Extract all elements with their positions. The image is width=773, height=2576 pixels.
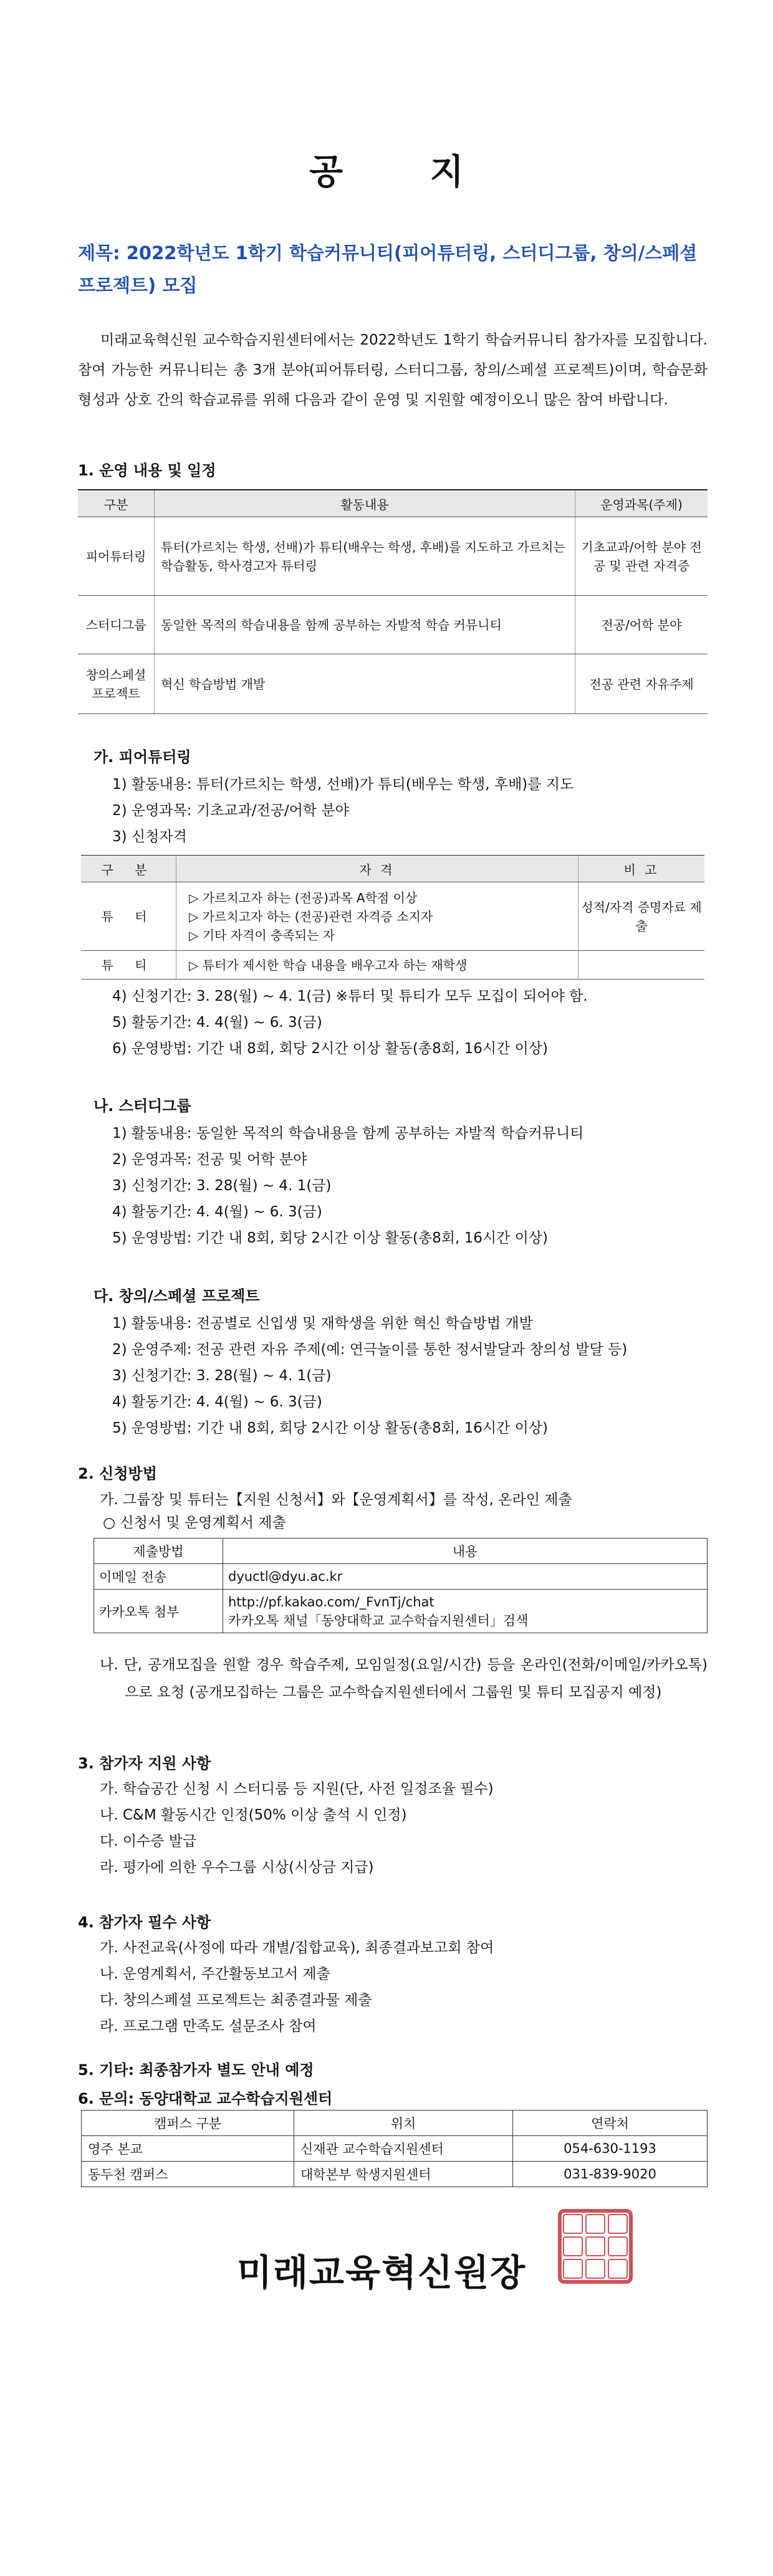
list-item: 가. 학습공간 신청 시 스터디룸 등 지원(단, 사전 일정조율 필수) — [100, 1781, 494, 1797]
table-cell: 혁신 학습방법 개발 — [155, 654, 575, 714]
table-cell: 튜터(가르치는 학생, 선배)가 튜티(배우는 학생, 후배)를 지도하고 가르치는 학습활동, 학사경고자 튜터링 — [155, 517, 575, 596]
table-cell — [176, 882, 579, 951]
table-header: 제출방법 — [94, 1538, 223, 1564]
qualification-line: ▷ 가르치고자 하는 (전공)관련 자격증 소지자 — [189, 909, 433, 924]
list-item: 라. 평가에 의한 우수그룹 시상(시상금 지급) — [100, 1859, 374, 1876]
list-item: 나. 운영계획서, 주간활동보고서 제출 — [100, 1966, 330, 1982]
table-header-row — [94, 1538, 708, 1564]
qualification-line: ▷ 기타 자격이 충족되는 자 — [189, 927, 335, 943]
table-header: 자 격 — [176, 856, 579, 882]
list-item: 6) 운영방법: 기간 내 8회, 회당 2시간 이상 활동(총8회, 16시간 이상) — [112, 1041, 548, 1057]
table-cell — [223, 1590, 708, 1633]
list-item: 나. C&M 활동시간 인정(50% 이상 출석 시 인정) — [100, 1807, 407, 1823]
list-item: 1) 활동내용: 전공별로 신입생 및 재학생을 위한 혁신 학습방법 개발 — [112, 1315, 533, 1332]
table-cell: 피어튜터링 — [78, 517, 155, 596]
table-header: 운영과목(주제) — [575, 490, 708, 517]
table-header-row — [81, 856, 704, 882]
table-cell: 카카오톡 첨부 — [94, 1590, 223, 1633]
list-item: 5) 운영방법: 기간 내 8회, 회당 2시간 이상 활동(총8회, 16시간 이상) — [112, 1230, 548, 1246]
email-link[interactable]: dyuctl@dyu.ac.kr — [223, 1564, 708, 1590]
phone-number: 031-839-9020 — [513, 2162, 708, 2187]
list-item: 2) 운영과목: 기초교과/전공/어학 분야 — [112, 803, 349, 819]
table-header: 연락처 — [513, 2111, 708, 2136]
application-note: 나. 단, 공개모집을 원할 경우 학습주제, 모임일정(요일/시간) 등을 온라인(전화/이메일/카카오톡)으로 요청 (공개모집하는 그룹은 교수학습지원센터에서 그룹원 및 튜티 모집공지 예정) — [100, 1657, 708, 1701]
table-cell: 전공 관련 자유주제 — [575, 654, 708, 714]
list-item: 가. 그룹장 및 튜터는【지원 신청서】와【운영계획서】를 작성, 온라인 제출 — [100, 1492, 572, 1508]
table-row — [94, 1564, 708, 1590]
notice-subject: 제목: 2022학년도 1학기 학습커뮤니티(피어튜터링, 스터디그룹, 창의/스페셜 프로젝트) 모집 — [78, 242, 698, 296]
list-item: 5) 운영방법: 기간 내 8회, 회당 2시간 이상 활동(총8회, 16시간 이상) — [112, 1420, 548, 1436]
section-heading: 3. 참가자 지원 사항 — [78, 1755, 211, 1772]
table-cell — [579, 951, 705, 980]
qualification-line: ▷ 가르치고자 하는 (전공)과목 A학점 이상 — [189, 890, 418, 905]
phone-number: 054-630-1193 — [513, 2136, 708, 2162]
operation-table — [78, 489, 708, 714]
table-header: 비 고 — [579, 856, 705, 882]
table-row — [81, 882, 704, 951]
table-row — [78, 596, 708, 654]
section-heading: 2. 신청방법 — [78, 1465, 157, 1482]
table-header: 활동내용 — [155, 490, 575, 517]
intro-paragraph: 미래교육혁신원 교수학습지원센터에서는 2022학년도 1학기 학습커뮤니티 참가자를 모집합니다. 참여 가능한 커뮤니티는 총 3개 분야(피어튜터링, 스터디그룹, 창의/스페셜 프로젝트)이며, 학습문화 형성과 상호 간의 학습교류를 위해 다음과 같이 운영 및 지원할 예정이오니 많은 참여 바랍니다. — [78, 332, 708, 408]
table-cell: 전공/어학 분야 — [575, 596, 708, 654]
list-item: ○ 신청서 및 운영계획서 제출 — [103, 1515, 286, 1531]
table-cell: 영주 본교 — [82, 2136, 294, 2162]
table-cell: 성적/자격 증명자료 제출 — [579, 882, 705, 951]
subsection-heading: 가. 피어튜터링 — [94, 748, 191, 766]
subsection-heading: 다. 창의/스페셜 프로젝트 — [94, 1287, 260, 1305]
table-row — [78, 654, 708, 714]
section-heading: 5. 기타: 최종참가자 별도 안내 예정 — [78, 2061, 314, 2079]
section-heading: 1. 운영 내용 및 일정 — [78, 462, 216, 479]
subsection-heading: 나. 스터디그룹 — [94, 1097, 191, 1115]
page-title: 공 지 — [309, 152, 501, 193]
table-row — [82, 2162, 708, 2187]
table-row — [94, 1590, 708, 1633]
kakao-link[interactable]: http://pf.kakao.com/_FvnTj/chat — [228, 1594, 435, 1610]
table-header: 캠퍼스 구분 — [82, 2111, 294, 2136]
table-cell: 동일한 목적의 학습내용을 함께 공부하는 자발적 학습 커뮤니티 — [155, 596, 575, 654]
contact-table — [81, 2110, 708, 2187]
signature: 미래교육혁신원장 — [237, 2251, 527, 2294]
list-item: 3) 신청자격 — [112, 829, 187, 845]
table-cell: 튜 티 — [81, 951, 176, 980]
qualification-table — [81, 855, 704, 980]
table-header: 내용 — [223, 1538, 708, 1564]
table-cell: 동두천 캠퍼스 — [82, 2162, 294, 2187]
list-item: 3) 신청기간: 3. 28(월) ~ 4. 1(금) — [112, 1178, 332, 1194]
table-cell: 튜 터 — [81, 882, 176, 951]
table-cell: 기초교과/어학 분야 전공 및 관련 자격증 — [575, 517, 708, 596]
table-cell: 대학본부 학생지원센터 — [294, 2162, 513, 2187]
list-item: 3) 신청기간: 3. 28(월) ~ 4. 1(금) — [112, 1368, 332, 1384]
table-cell: 신재관 교수학습지원센터 — [294, 2136, 513, 2162]
section-heading: 4. 참가자 필수 사항 — [78, 1914, 211, 1931]
table-cell: ▷ 튜터가 제시한 학습 내용을 배우고자 하는 재학생 — [176, 951, 579, 980]
table-header: 위치 — [294, 2111, 513, 2136]
table-header: 구분 — [78, 490, 155, 517]
section-heading: 6. 문의: 동양대학교 교수학습지원센터 — [78, 2090, 333, 2107]
table-cell: 창의스페셜 프로젝트 — [78, 654, 155, 714]
list-item: 라. 프로그램 만족도 설문조사 참여 — [100, 2018, 317, 2035]
list-item: 5) 활동기간: 4. 4(월) ~ 6. 3(금) — [112, 1014, 322, 1031]
list-item: 4) 신청기간: 3. 28(월) ~ 4. 1(금) ※튜터 및 튜티가 모두 모집이 되어야 함. — [112, 988, 588, 1004]
table-header-row — [78, 490, 708, 517]
official-seal-icon — [558, 2209, 633, 2284]
list-item: 2) 운영주제: 전공 관련 자유 주제(예: 연극놀이를 통한 정서발달과 창의성 발달 등) — [112, 1342, 628, 1358]
table-row — [82, 2136, 708, 2162]
list-item: 1) 활동내용: 동일한 목적의 학습내용을 함께 공부하는 자발적 학습커뮤니티 — [112, 1125, 584, 1142]
list-item: 4) 활동기간: 4. 4(월) ~ 6. 3(금) — [112, 1394, 322, 1410]
table-header-row — [82, 2111, 708, 2136]
table-cell: 이메일 전송 — [94, 1564, 223, 1590]
submission-table — [94, 1538, 708, 1633]
list-item: 가. 사전교육(사정에 따라 개별/집합교육), 최종결과보고회 참여 — [100, 1940, 494, 1956]
list-item: 4) 활동기간: 4. 4(월) ~ 6. 3(금) — [112, 1204, 322, 1220]
table-header: 구 분 — [81, 856, 176, 882]
table-cell: 스터디그룹 — [78, 596, 155, 654]
table-row — [81, 951, 704, 980]
list-item: 다. 이수증 발급 — [100, 1833, 197, 1849]
table-row — [78, 517, 708, 596]
list-item: 2) 운영과목: 전공 및 어학 분야 — [112, 1152, 307, 1168]
kakao-description: 카카오톡 채널「동양대학교 교수학습지원센터」검색 — [228, 1613, 529, 1628]
list-item: 1) 활동내용: 튜터(가르치는 학생, 선배)가 튜티(배우는 학생, 후배)를 지도 — [112, 776, 574, 793]
list-item: 다. 창의스페셜 프로젝트는 최종결과물 제출 — [100, 1992, 372, 2008]
